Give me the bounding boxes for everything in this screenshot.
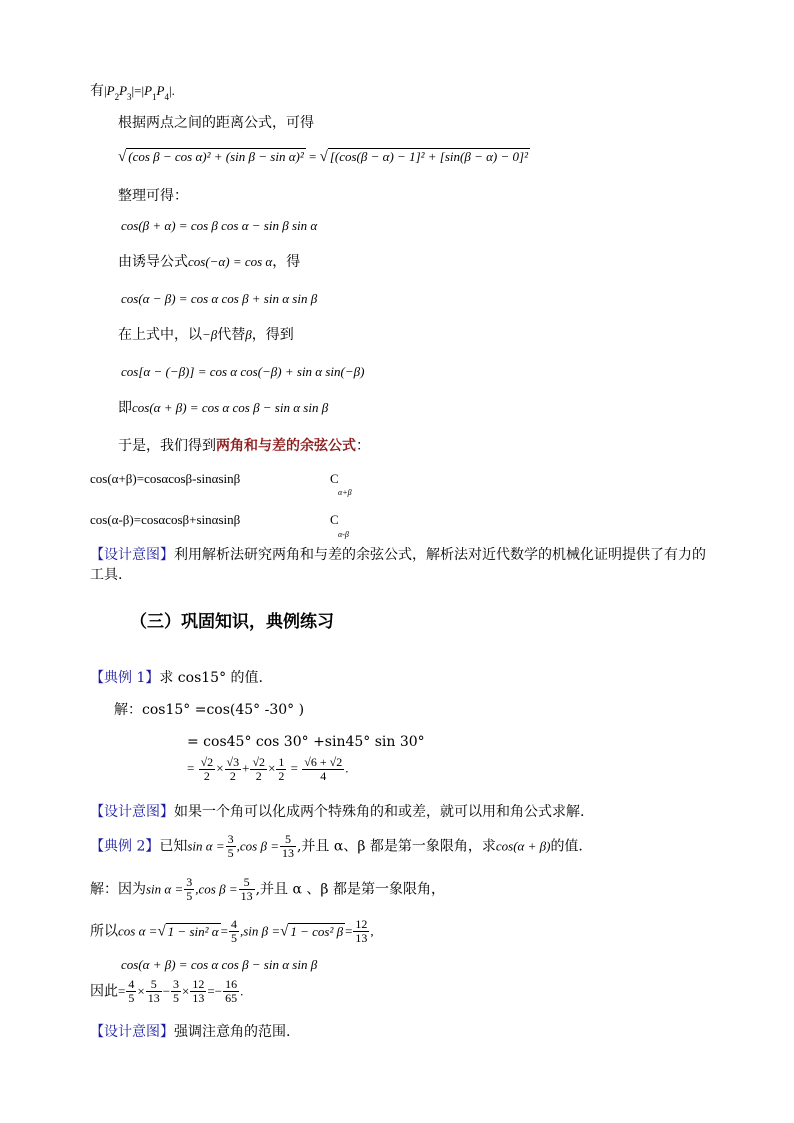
text-colon: ： [356,438,370,454]
numerator: 5 [280,833,296,847]
times-sign: × [216,760,224,776]
formula-eq: = [309,149,317,164]
numerator: √3 [226,755,240,769]
formula-sum: cos(α + β) = cos α cos β − sin α sin β [132,400,329,415]
radicand-1: 1 − sin² α [167,923,219,939]
solution-1-b: = cos45° cos 30° +sin45° sin 30° [187,734,425,750]
radical-sign: √ [118,149,127,165]
text-get: ，得 [272,254,301,270]
solution-2-a [90,876,445,903]
times-sign: × [182,983,190,999]
eq-sign: = [187,760,195,776]
sin-alpha: sin α = [187,838,225,854]
numerator: 4 [128,977,135,991]
sub-1: 1 [152,92,157,102]
formula-right: [(cos(β − α) − 1]² + [sin(β − α) − 0]² [329,149,528,164]
eq-sign: = [220,923,228,939]
numerator: 12 [355,917,368,931]
fraction [276,756,286,783]
solution-1-c [187,756,348,783]
fraction [126,978,136,1005]
design-intent-tag: 【设计意图】 [90,547,174,563]
text-condition: ,并且 α 、β 都是第一象限角， [255,881,445,898]
minus-sign: − [162,983,171,999]
abs-eq: |=| [131,83,145,98]
text-line-5 [118,326,294,344]
cos-beta: ,cos β = [236,838,279,854]
numerator: √6 + √2 [304,755,343,769]
denominator: 4 [320,769,327,783]
formula-left: (cos β − cos α)² + (sin β − sin α)² [128,149,304,164]
design-intent-1 [90,546,706,564]
formula-1: cos(β + α) = cos β cos α − sin β sin α [121,218,318,233]
eq-sign: = [118,983,126,999]
example-2 [90,833,583,860]
fraction [223,978,239,1005]
label-c: C [330,471,339,486]
fraction [199,756,216,783]
text-value: 的值. [550,838,583,855]
fraction [239,876,255,903]
radical-sign: √ [280,923,289,940]
fraction [353,918,369,945]
sub-4: 4 [164,92,169,102]
formula-3: cos[α − (−β)] = cos α cos(−β) + sin α sin(−β) [121,364,365,379]
numerator: √2 [200,755,214,769]
text-line-1 [90,82,175,101]
fraction [250,756,267,783]
text-namely: 即 [118,400,132,416]
text-so: 所以 [90,923,118,940]
numerator: 3 [227,832,234,846]
text-line-2: 根据两点之间的距离公式，可得 [118,115,314,131]
solution-2-d [90,978,243,1005]
design-intent-tag: 【设计意图】 [90,1024,174,1040]
denominator: 5 [186,889,193,903]
denominator: 2 [278,769,285,783]
text-therefore: 因此 [90,983,118,1000]
eq-sign: = [207,983,215,999]
design-intent-1-cont: 工具. [90,567,123,583]
design-intent-2 [90,803,584,821]
numerator: 12 [192,977,205,991]
formula-c-minus: cos(α-β)=cosαcosβ+sinαsinβ [90,512,241,527]
denominator: 5 [173,991,180,1005]
numerator: √2 [252,755,266,769]
numerator: 3 [186,875,193,889]
example-tag: 【典例 2】 [90,838,160,855]
period: . [240,983,244,999]
fraction [190,978,206,1005]
label-c-minus-sub: α-β [338,530,349,539]
denominator: 2 [203,769,210,783]
point-p: P [119,83,128,98]
radicand-2: 1 − cos² β [290,923,344,939]
var-beta: β [245,327,252,342]
formula-distance [118,148,530,166]
design-intent-text: 如果一个角可以化成两个特殊角的和或差，就可以用和角公式求解. [174,804,585,820]
formula-2: cos(α − β) = cos α cos β + sin α sin β [121,291,318,306]
cos-alpha: cos α = [118,923,158,939]
numerator: 5 [239,876,255,890]
abs-close: |. [168,83,175,98]
denominator: 13 [281,846,294,860]
text-in-above: 在上式中，以 [118,327,202,343]
text-line-3: 整理可得： [118,188,188,204]
label-c-plus-sub: α+β [338,488,352,497]
text-given: 已知 [159,838,188,855]
solution-2-c: cos(α + β) = cos α cos β − sin α sin β [121,957,318,972]
fraction [226,833,236,860]
denominator: 13 [240,889,253,903]
times-sign: × [268,760,276,776]
fraction [229,918,239,945]
radical-sign: √ [157,923,166,940]
text-have: 有 [90,83,104,99]
text-line-6 [118,399,328,417]
example-1 [90,669,263,687]
sin-beta: ,sin β = [239,923,281,939]
text-line-7 [118,437,370,455]
design-intent-tag: 【设计意图】 [90,804,174,820]
design-intent-text: 强调注意角的范围. [174,1024,291,1040]
numerator: 3 [173,977,180,991]
text-replace: 代替 [217,327,246,343]
numerator: 1 [278,755,285,769]
minus-sign: − [214,983,223,999]
fraction [280,833,296,860]
highlight-formula-name: 两角和与差的余弦公式 [216,438,356,454]
denominator: 2 [255,769,262,783]
solution-1-a: 解：cos15° =cos(45° -30° ) [114,702,305,718]
fraction [146,978,162,1005]
numerator: 16 [225,977,238,991]
denominator: 5 [227,846,234,860]
denominator: 65 [225,991,238,1005]
design-intent-3 [90,1023,290,1041]
section-heading: （三）巩固知识，典例练习 [130,612,334,632]
text-condition: ,并且 α、β 都是第一象限角，求 [296,838,496,855]
formula-induction: cos(−α) = cos α [188,254,273,269]
text-thus: 于是，我们得到 [118,438,216,454]
point-p: P [144,83,153,98]
denominator: 5 [230,931,237,945]
text-line-4 [118,253,300,271]
sub-2: 2 [114,92,120,102]
denominator: 13 [147,991,160,1005]
fraction [225,756,242,783]
fraction [302,756,344,783]
radical-sign: √ [319,149,328,165]
eq-sign: = [345,923,353,939]
target-expr: cos(α + β) [495,838,551,854]
numerator: 4 [230,917,237,931]
sub-3: 3 [127,92,132,102]
text-because: 解：因为 [90,881,146,898]
label-c: C [330,512,339,527]
formula-c-plus: cos(α+β)=cosαcosβ-sinαsinβ [90,471,241,486]
cos-beta: ,cos β = [195,881,238,897]
numerator: 5 [146,978,162,992]
solution-2-b [90,918,374,945]
denominator: 13 [355,931,368,945]
times-sign: × [137,983,145,999]
period: . [345,760,349,776]
example-1-text: 求 cos15° 的值. [159,670,263,686]
fraction [171,978,181,1005]
point-p: P [106,83,115,98]
text-obtain: ，得到 [251,327,294,343]
var-neg-beta: −β [202,327,218,342]
plus-sign: + [242,760,250,776]
denominator: 5 [128,991,135,1005]
text-induction: 由诱导公式 [118,254,188,270]
point-p: P [156,83,165,98]
comma: , [370,923,374,939]
denominator: 13 [192,991,205,1005]
abs-open: | [104,83,107,98]
sin-alpha: sin α = [146,881,184,897]
fraction [184,876,194,903]
example-tag: 【典例 1】 [90,670,160,686]
design-intent-text: 利用解析法研究两角和与差的余弦公式，解析法对近代数学的机械化证明提供了有力的 [174,547,706,563]
denominator: 2 [229,769,236,783]
eq-sign: = [290,760,298,776]
